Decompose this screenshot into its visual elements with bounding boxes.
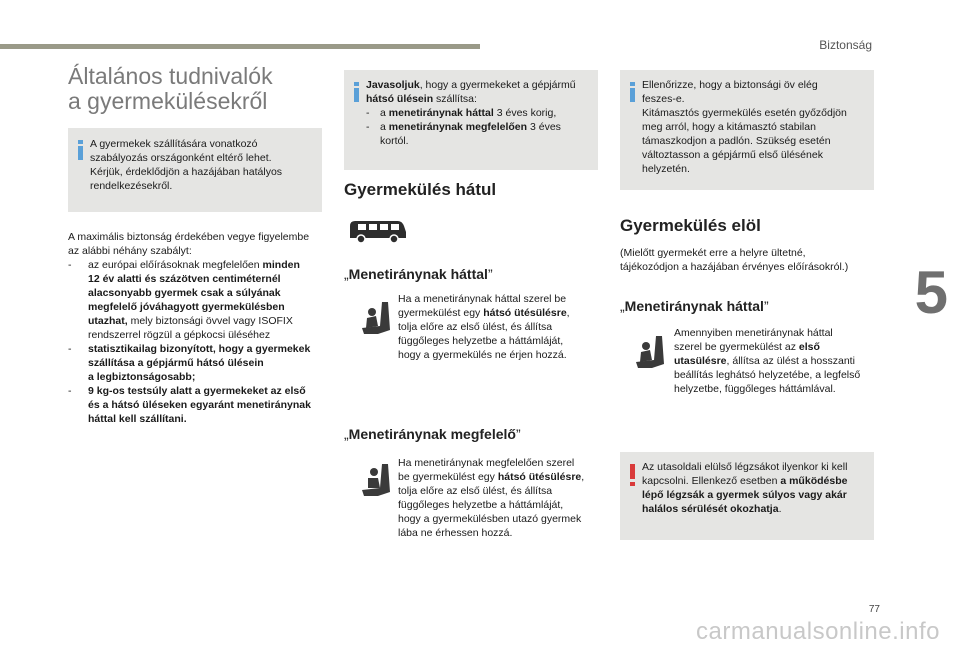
front-rear-facing-text: Amennyiben menetiránynak háttal szerel be gyermekülést az első utasülésre, állítsa az ülést a hosszanti beállítás leghátsó helyzetébe, a legfelső helyzetbe, függőleges háttámlával. xyxy=(674,327,861,395)
info-icon xyxy=(630,82,635,102)
front-rear-facing-seat-icon xyxy=(632,334,666,370)
list-item: - az európai előírásoknak megfelelően minden 12 év alatti és százötven centiméternél alacsonyabb gyermek csak a súlyának megfelelő jóváhagyott gyermekülésben utazhat, mely biztonsági övvel vagy ISOFIX rendszerrel rögzül a gépkocsi üléséhez xyxy=(68,258,328,342)
forward-facing-seat-icon xyxy=(358,462,392,498)
rear-facing-title: „Menetiránynak háttal” xyxy=(344,266,493,282)
rear-facing-text: Ha a menetiránynak háttal szerel be gyermekülést egy hátsó ütésülésre, tolja előre az első ülést, és állítsa függőleges helyzetbe a háttámláját, hogy a gyermekülés ne érjen hozzá. xyxy=(398,293,570,361)
info-box-belt: Ellenőrizze, hogy a biztonsági öv elég feszes-e. Kitámasztós gyermekülés esetén győződjön meg arról, hogy a kitámasztó stabilan támaszkodjon a padlón. Szükség esetén változtasson a gépjármű első ülésének helyzetén. xyxy=(620,70,874,190)
info-icon xyxy=(354,82,359,102)
info-box-recommendation: Javasoljuk, hogy a gyermekeket a gépjármű hátsó ülésein szállítsa: - a menetiránynak háttal 3 éves korig, - a menetiránynak megfelelően 3 éves kortól. xyxy=(344,70,598,170)
rear-facing-seat-icon xyxy=(358,300,392,336)
rear-section-title: Gyermekülés hátul xyxy=(344,180,497,199)
info-box-regulations: A gyermekek szállítására vonatkozó szabályozás országonként eltérő lehet. Kérjük, érdeklődjön a hazájában hatályos rendelkezésekről. xyxy=(68,128,322,212)
forward-facing-title: „Menetiránynak megfelelő” xyxy=(344,426,521,442)
front-rear-facing-title: „Menetiránynak háttal” xyxy=(620,298,769,314)
header-bar xyxy=(0,44,480,49)
chapter-number: 5 xyxy=(914,259,948,326)
page-number: 77 xyxy=(868,604,880,615)
warning-box-airbag: Az utasoldali elülső légzsákot ilyenkor ki kell kapcsolni. Ellenkező esetben a működésbe lépő légzsák a gyermek súlyos vagy akár halálos sérülését okozhatja. xyxy=(620,452,874,540)
watermark: carmanualsonline.info xyxy=(696,618,940,645)
list-item: - 9 kg-os testsúly alatt a gyermekeket az első és a hátsó üléseken egyaránt menetiránynak háttal kell szállítani. xyxy=(68,384,328,426)
section-name: Biztonság xyxy=(819,38,872,52)
rules-list xyxy=(68,258,328,426)
forward-facing-text: Ha menetiránynak megfelelően szerel be gyermekülést egy hátsó ütésülésre, tolja előre az első ülést, és állítsa függőleges helyzetbe a háttámláját, hogy a gyermekülésben utazó gyermek lába ne érhessen hozzá. xyxy=(398,457,585,539)
intro-text: A maximális biztonság érdekében vegye figyelembe az alábbi néhány szabályt: - az európai előírásoknak megfelelően minden 12 év alatti és százötven centiméternél alacsonyabb gyermek csak a súlyának megfelelő jóváhagyott gyermekülésben utazhat, mely biztonsági övvel vagy ISOFIX rendszerrel rögzül a gépkocsi üléséhez - statisztikailag bizonyított, hogy a gyermekek szállítása a gépjármű hátsó ülésein a legbiztonságosabb; - 9 kg-os testsúly alatt a gyermekeket az első és a hátsó üléseken egyaránt menetiránynak háttal kell szállítani. xyxy=(68,230,328,426)
van-icon xyxy=(346,218,408,244)
front-section-title: Gyermekülés elöl xyxy=(620,216,761,235)
page-title: Általános tudnivalók a gyermekülésekről xyxy=(68,63,273,114)
info-icon xyxy=(78,140,83,160)
warning-icon xyxy=(630,464,635,486)
list-item: - statisztikailag bizonyított, hogy a gyermekek szállítása a gépjármű hátsó ülésein a legbiztonságosabb; xyxy=(68,342,328,384)
front-note: (Mielőtt gyermekét erre a helyre ültetné, tájékozódjon a hazájában érvényes előírásokról.) xyxy=(620,247,849,273)
